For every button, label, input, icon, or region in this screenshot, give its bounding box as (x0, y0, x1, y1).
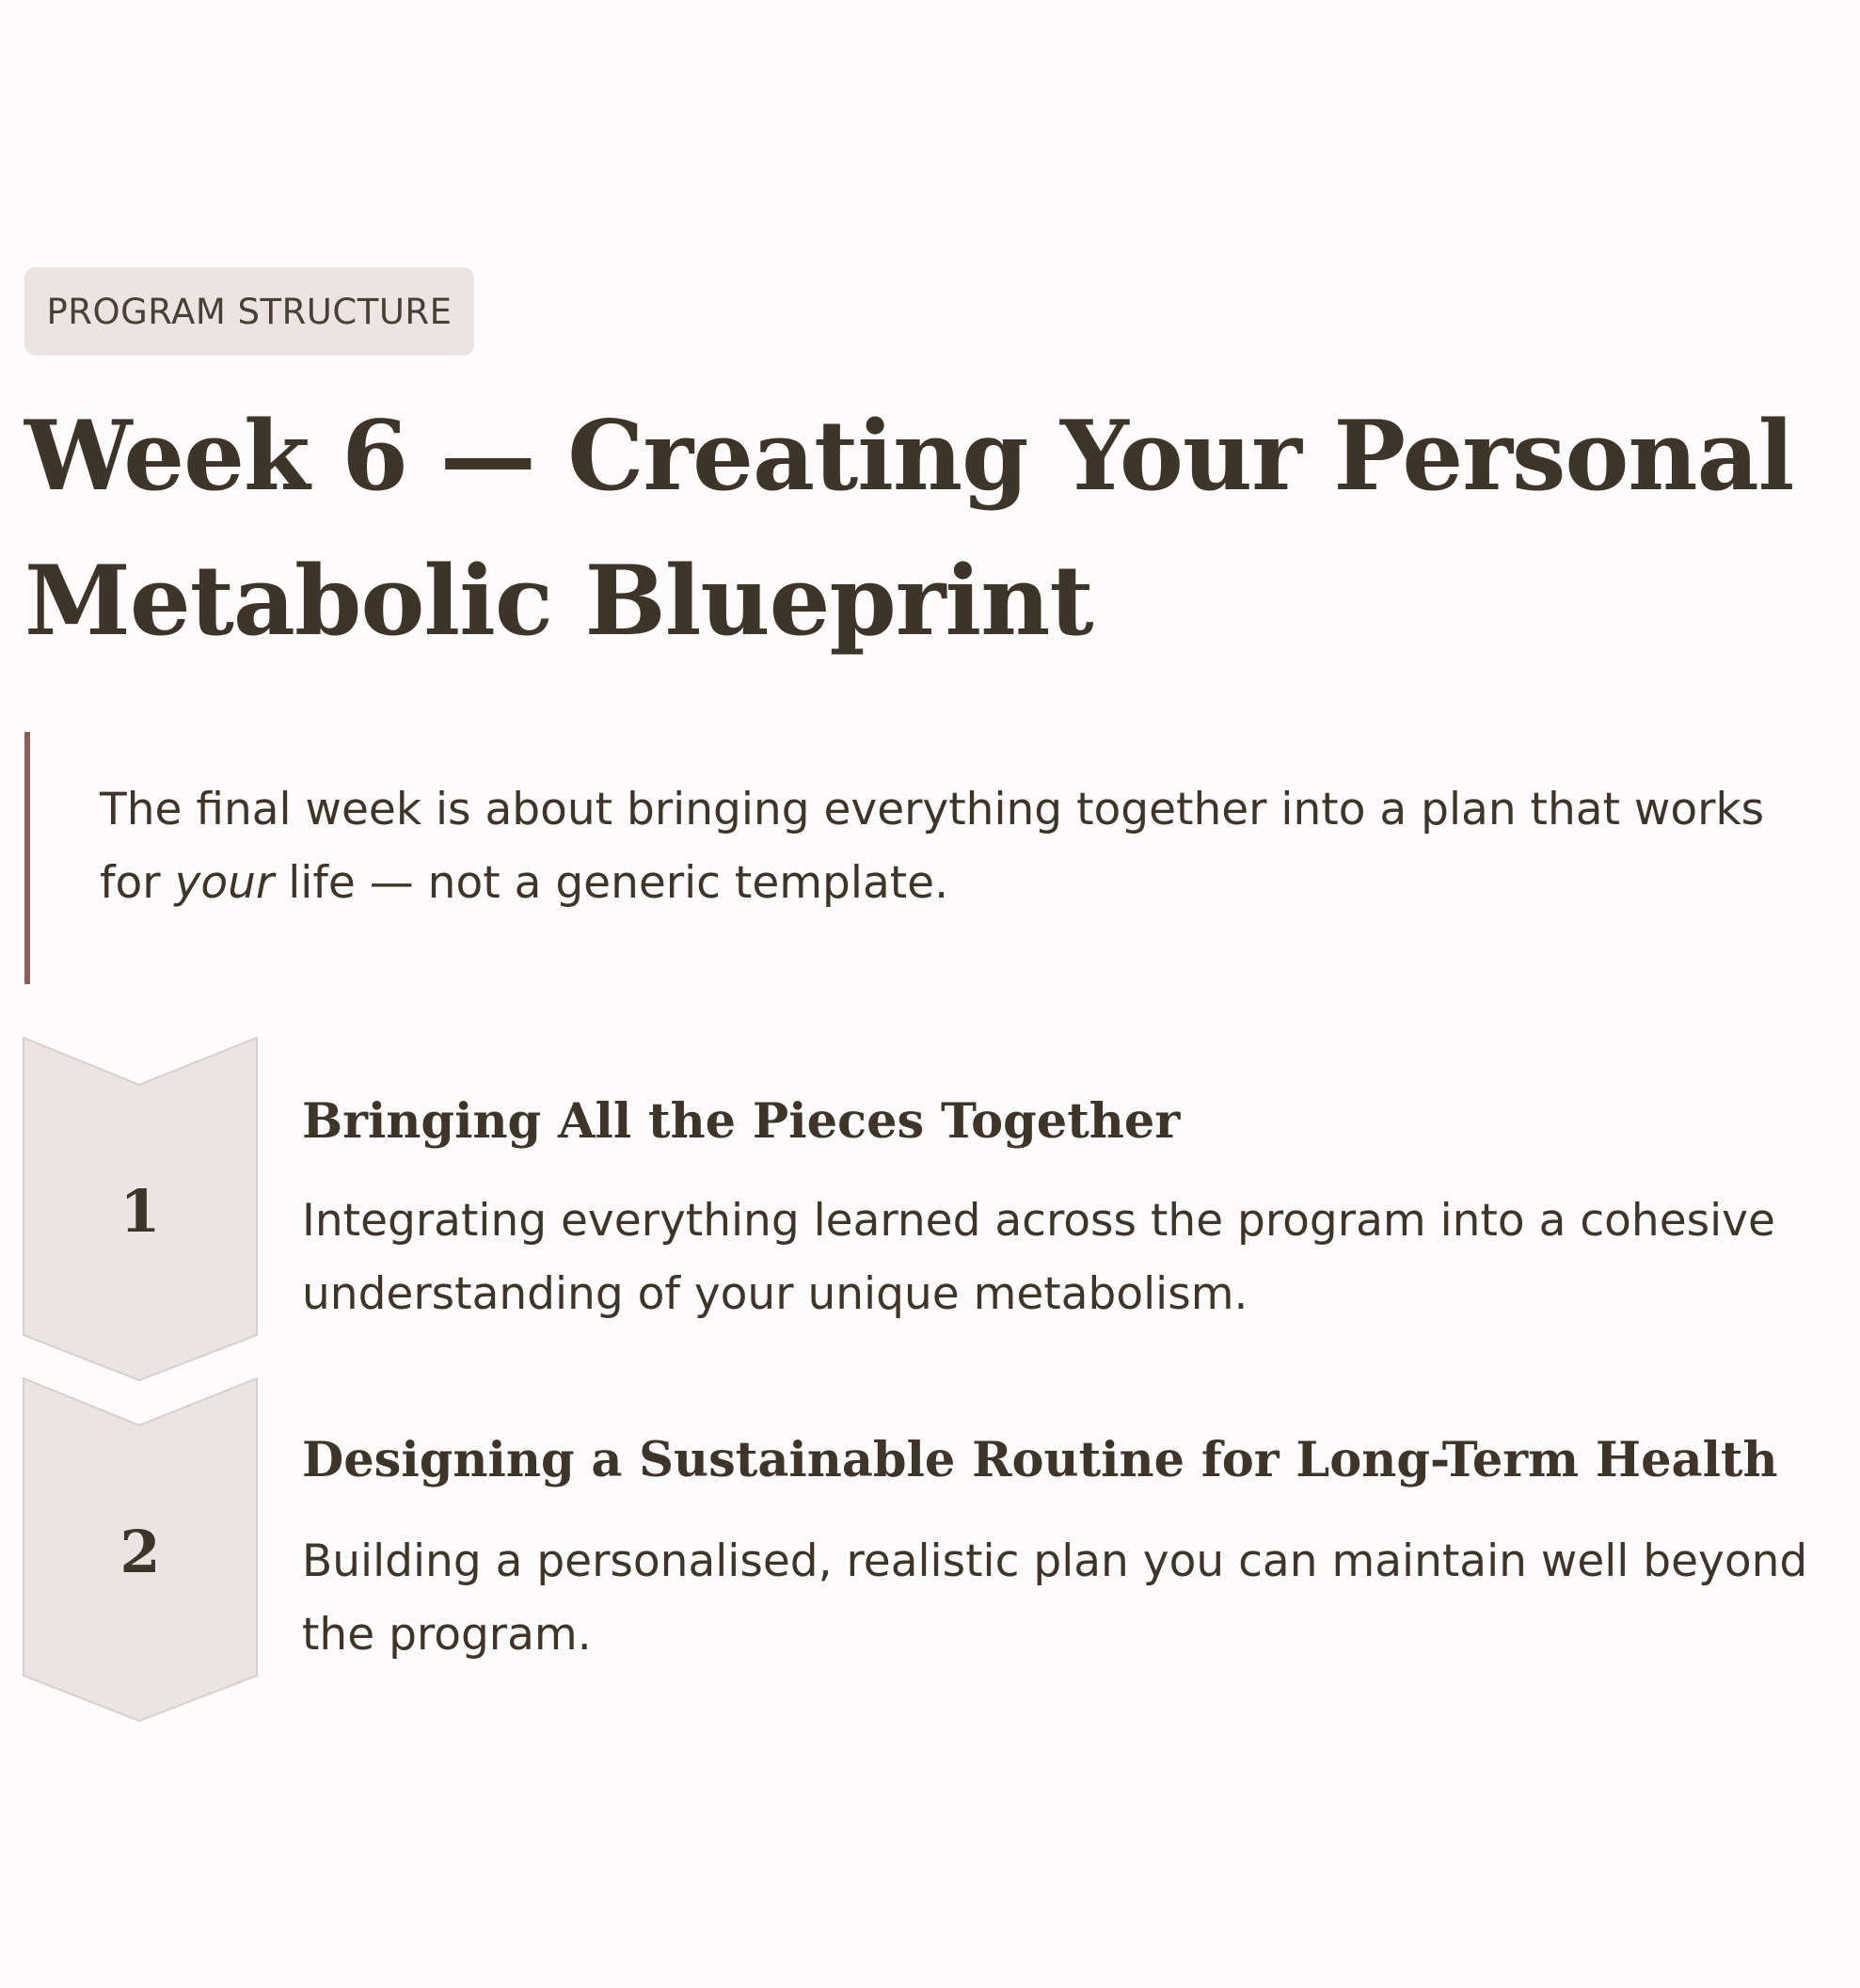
intro-text-before: The final week is about bringing everything together into a plan that works for (100, 784, 1765, 909)
step-title: Designing a Sustainable Routine for Long-Term Health (302, 1432, 1778, 1488)
intro-text-emphasis: your (174, 857, 275, 909)
section-badge-label: PROGRAM STRUCTURE (46, 291, 453, 332)
intro-text-after: life — not a generic template. (274, 857, 949, 909)
page-title-line-2: Metabolic Blueprint (24, 545, 1093, 658)
step-description: Integrating everything learned across the program into a cohesive understanding of your unique metabolism. (302, 1195, 1775, 1320)
page-title-line-1: Week 6 — Creating Your Personal (24, 400, 1794, 513)
step-item (0, 1037, 1860, 1381)
step-item (0, 1377, 1860, 1722)
step-description: Building a personalised, realistic plan you can maintain well beyond the program. (302, 1535, 1808, 1661)
step-title: Bringing All the Pieces Together (302, 1093, 1181, 1150)
step-number: 1 (119, 1177, 161, 1246)
step-number: 2 (119, 1518, 161, 1586)
